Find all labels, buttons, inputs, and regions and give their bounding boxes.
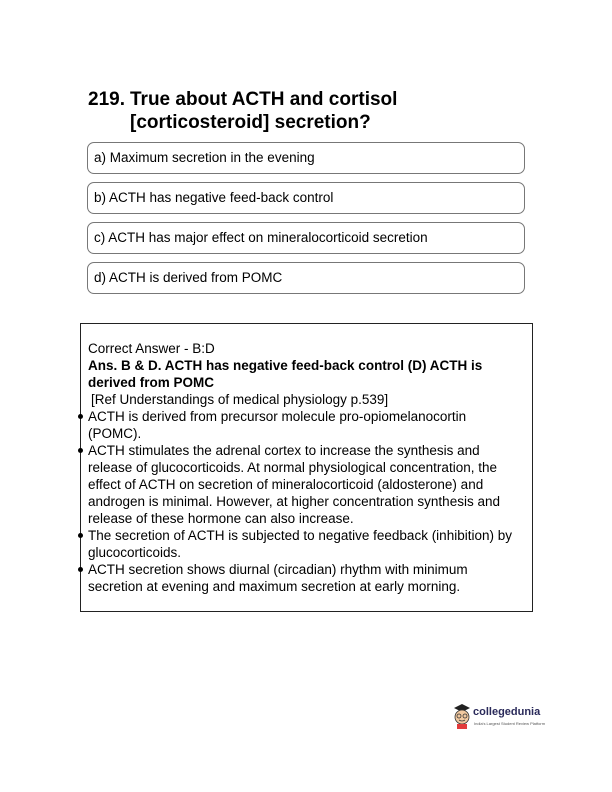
option-d[interactable]: d) ACTH is derived from POMC — [87, 262, 525, 294]
bullet-item: ACTH stimulates the adrenal cortex to increase the synthesis and release of glucocorticoids. At normal physiological concentration, the effect of ACTH on secretion of mineralocorticoid (aldosterone) and androgen is minimal. However, at higher concentration synthesis and release of these hormone can also increase. — [88, 442, 522, 527]
reference: [Ref Understandings of medical physiology p.539] — [91, 392, 389, 407]
bullet-item: ACTH secretion shows diurnal (circadian) rhythm with minimum secretion at evening and maximum secretion at early morning. — [88, 561, 522, 595]
option-c[interactable]: c) ACTH has major effect on mineralocorticoid secretion — [87, 222, 525, 254]
collegedunia-logo — [452, 703, 544, 733]
question-heading — [88, 88, 538, 134]
option-a[interactable]: a) Maximum secretion in the evening — [87, 142, 525, 174]
logo-tagline: India's Largest Student Review Platform — [474, 721, 546, 726]
answer-box — [80, 323, 533, 612]
question-number: 219. — [88, 89, 125, 110]
options-list — [87, 142, 525, 302]
mascot-icon — [452, 703, 472, 729]
option-b[interactable]: b) ACTH has negative feed-back control — [87, 182, 525, 214]
bullet-item: ACTH is derived from precursor molecule pro-opiomelanocortin (POMC). — [88, 408, 522, 442]
answer-explanation: Ans. B & D. ACTH has negative feed-back control (D) ACTH is derived from POMC — [88, 358, 483, 390]
explanation-bullets — [88, 408, 522, 595]
correct-answer: Correct Answer - B:D — [88, 341, 215, 356]
logo-text: collegedunia — [473, 706, 541, 718]
question-text-line2: [corticosteroid] secretion? — [130, 112, 371, 133]
question-text-line1: True about ACTH and cortisol — [130, 89, 398, 110]
bullet-item: The secretion of ACTH is subjected to negative feedback (inhibition) by glucocorticoids. — [88, 527, 522, 561]
